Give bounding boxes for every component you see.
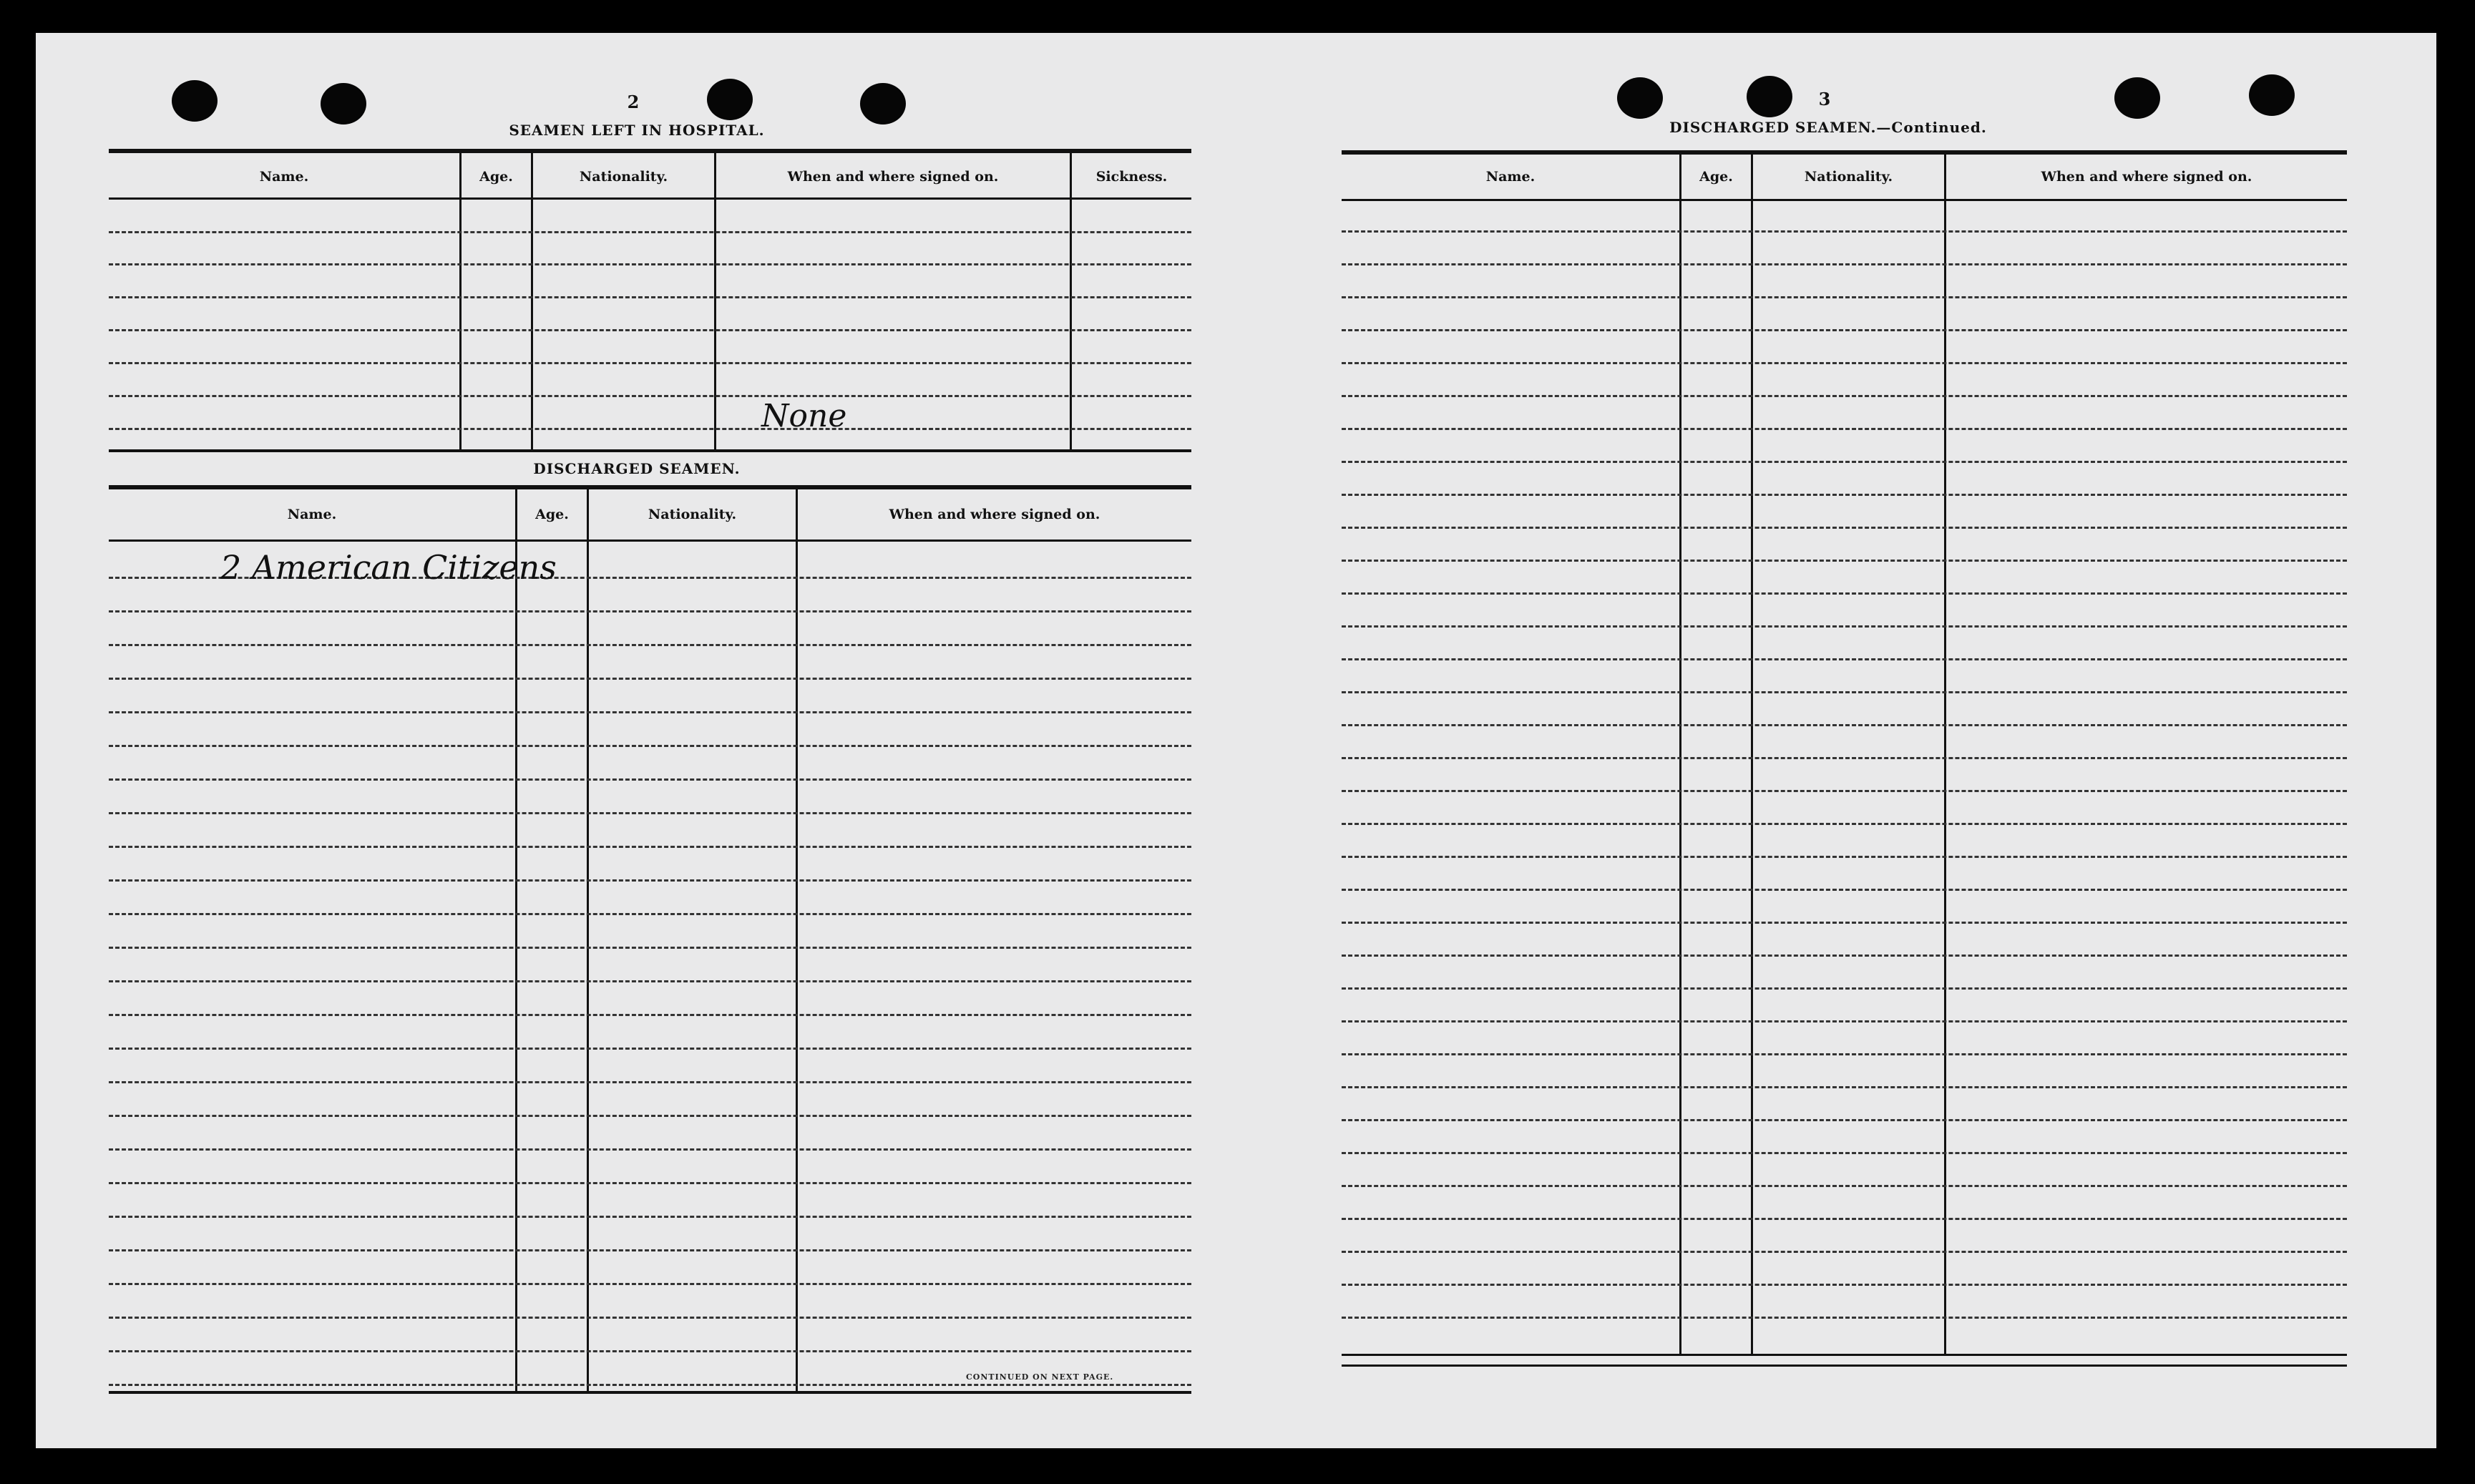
dashed-rule	[1342, 395, 2347, 397]
dashed-rule	[109, 1182, 1191, 1184]
dashed-rule	[109, 1249, 1191, 1251]
dashed-rule	[109, 947, 1191, 949]
dashed-rule	[1342, 230, 2347, 233]
column-header: Age.	[1699, 169, 1733, 185]
dashed-rule	[1342, 1317, 2347, 1319]
column-header: Nationality.	[579, 169, 668, 185]
dashed-rule	[1342, 625, 2347, 628]
dashed-rule	[109, 846, 1191, 848]
punch-hole	[172, 80, 218, 122]
dashed-rule	[1342, 889, 2347, 891]
dashed-rule	[109, 610, 1191, 612]
dashed-rule	[1342, 823, 2347, 825]
column-header: When and where signed on.	[787, 169, 999, 185]
column-header: Name.	[259, 169, 309, 185]
discharged-continued-table	[1342, 150, 2347, 1367]
dashed-rule	[1342, 329, 2347, 331]
dashed-rule	[1342, 922, 2347, 924]
dashed-rule	[109, 1317, 1191, 1319]
punch-hole	[2249, 74, 2295, 116]
dashed-rule	[1342, 1119, 2347, 1121]
dashed-rule	[1342, 1284, 2347, 1286]
dashed-rule	[1342, 263, 2347, 265]
column-header: Name.	[287, 507, 337, 522]
punch-hole	[1747, 76, 1792, 117]
dashed-rule	[109, 711, 1191, 713]
column-header: Nationality.	[1804, 169, 1893, 185]
dashed-rule	[1342, 560, 2347, 562]
punch-hole	[2114, 77, 2160, 119]
punch-hole	[321, 83, 366, 125]
punch-hole	[1617, 77, 1663, 119]
dashed-rule	[1342, 955, 2347, 957]
page-number: 2	[627, 92, 640, 112]
hospital-table	[109, 149, 1191, 452]
dashed-rule	[109, 1384, 1191, 1386]
discharged-section-title: DISCHARGED SEAMEN.	[533, 460, 741, 477]
dashed-rule	[109, 1115, 1191, 1117]
dashed-rule	[109, 980, 1191, 982]
dashed-rule	[109, 1216, 1191, 1218]
right-page	[1277, 33, 2436, 1448]
column-header: Age.	[479, 169, 513, 185]
dashed-rule	[1342, 1218, 2347, 1220]
dashed-rule	[1342, 987, 2347, 990]
handwritten-american-citizens: 2 American Citizens	[220, 548, 557, 587]
hospital-section-title: SEAMEN LEFT IN HOSPITAL.	[509, 122, 765, 139]
dashed-rule	[1342, 1053, 2347, 1055]
punch-hole	[707, 79, 753, 120]
dashed-rule	[1342, 856, 2347, 858]
dashed-rule	[1342, 1185, 2347, 1187]
dashed-rule	[109, 812, 1191, 814]
dashed-rule	[1342, 658, 2347, 660]
dashed-rule	[1342, 790, 2347, 792]
dashed-rule	[109, 1081, 1191, 1083]
dashed-rule	[1342, 1251, 2347, 1253]
dashed-rule	[109, 1048, 1191, 1050]
left-page	[36, 33, 1277, 1448]
dashed-rule	[109, 1148, 1191, 1151]
dashed-rule	[1342, 494, 2347, 496]
dashed-rule	[1342, 724, 2347, 726]
dashed-rule	[109, 1014, 1191, 1016]
dashed-rule	[1342, 527, 2347, 529]
dashed-rule	[1342, 461, 2347, 463]
dashed-rule	[1342, 757, 2347, 759]
dashed-rule	[109, 1350, 1191, 1352]
page-number: 3	[1818, 89, 1831, 109]
column-header: Age.	[535, 507, 569, 522]
dashed-rule	[1342, 1086, 2347, 1088]
dashed-rule	[1342, 1020, 2347, 1022]
dashed-rule	[109, 778, 1191, 781]
continued-note: CONTINUED ON NEXT PAGE.	[966, 1372, 1114, 1382]
dashed-rule	[109, 644, 1191, 646]
column-header: Sickness.	[1095, 169, 1168, 185]
dashed-rule	[1342, 296, 2347, 298]
dashed-rule	[109, 879, 1191, 882]
dashed-rule	[1342, 362, 2347, 364]
discharged-continued-title: DISCHARGED SEAMEN.—Continued.	[1669, 119, 1987, 136]
dashed-rule	[1342, 592, 2347, 595]
dashed-rule	[109, 678, 1191, 680]
column-header: When and where signed on.	[2041, 169, 2252, 185]
column-header: Name.	[1485, 169, 1536, 185]
dashed-rule	[109, 1283, 1191, 1285]
column-header: Nationality.	[648, 507, 737, 522]
dashed-rule	[109, 745, 1191, 747]
dashed-rule	[109, 913, 1191, 915]
column-header: When and where signed on.	[889, 507, 1100, 522]
handwritten-none: None	[761, 398, 847, 434]
punch-hole	[860, 83, 906, 125]
dashed-rule	[1342, 1152, 2347, 1154]
discharged-table	[109, 485, 1191, 1394]
dashed-rule	[1342, 428, 2347, 430]
dashed-rule	[1342, 691, 2347, 693]
